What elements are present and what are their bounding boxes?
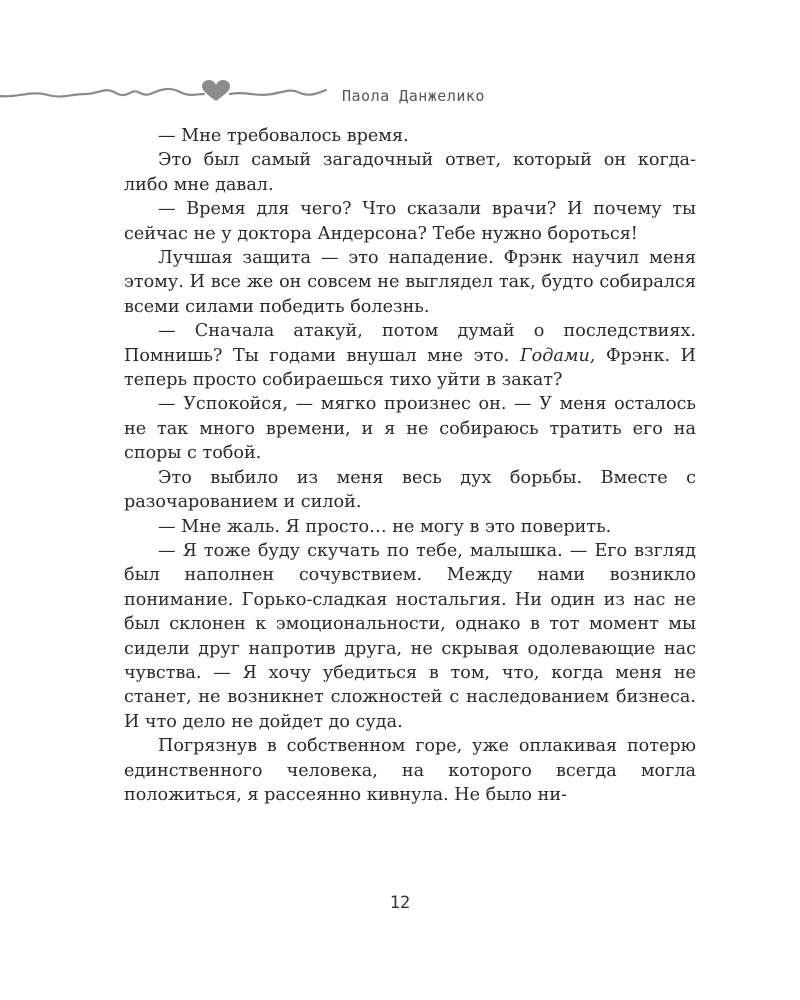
- paragraph: — Мне жаль. Я просто… не могу в это поверить.: [158, 516, 612, 537]
- paragraph: Это выбило из меня весь дух борьбы. Вместе с разочарованием и силой.: [124, 467, 696, 513]
- author-name: Паола Данжелико: [342, 87, 485, 105]
- paragraph: Погрязнув в собственном горе, уже оплакивая потерю единственного человека, на которого всегда могла положиться, я рассеянно кивнула. Не было ни-: [124, 736, 696, 805]
- page-body: [124, 124, 696, 807]
- paragraph: — Сначала атакуй, потом думай о последствиях. Помнишь? Ты годами внушал мне это. Годами, Фрэнк. И теперь просто собираешься тихо уйти в закат?: [124, 321, 696, 391]
- paragraph: Лучшая защита — это нападение. Фрэнк научил меня этому. И все же он совсем не выглядел так, будто собирался всеми силами победить болезнь.: [124, 248, 696, 317]
- emphasized-word: Годами: [519, 345, 590, 366]
- paragraph: Это был самый загадочный ответ, который он когда-либо мне давал.: [124, 150, 696, 195]
- heart-icon: [202, 80, 230, 101]
- paragraph: — Время для чего? Что сказали врачи? И почему ты сейчас не у доктора Андерсона? Тебе нужно бороться!: [124, 199, 696, 244]
- paragraph: — Успокойся, — мягко произнес он. — У меня осталось не так много времени, и я не собираюсь тратить его на споры с тобой.: [124, 394, 696, 464]
- paragraph: — Я тоже буду скучать по тебе, малышка. — Его взгляд был наполнен сочувствием. Между нами возникло понимание. Горько-сладкая ностальгия. Ни один из нас не был склонен к эмоциональности, однако в тот момент мы сидели друг напротив друга, не скрывая одолевающие нас чувства. — Я хочу убедиться в том, что, когда меня не станет, не возникнет сложностей с наследованием бизнеса. И что дело не дойдет до суда.: [124, 540, 696, 732]
- paragraph: — Мне требовалось время.: [158, 126, 409, 146]
- paragraph-text: Фрэнк. И теперь просто собираешься тихо уйти в закат?: [124, 345, 696, 391]
- running-header: [0, 70, 800, 120]
- page-number: 12: [389, 893, 411, 913]
- paragraph-text: — Сначала атакуй, потом думай о последствиях. Помнишь? Ты годами внушал мне это.: [124, 321, 696, 366]
